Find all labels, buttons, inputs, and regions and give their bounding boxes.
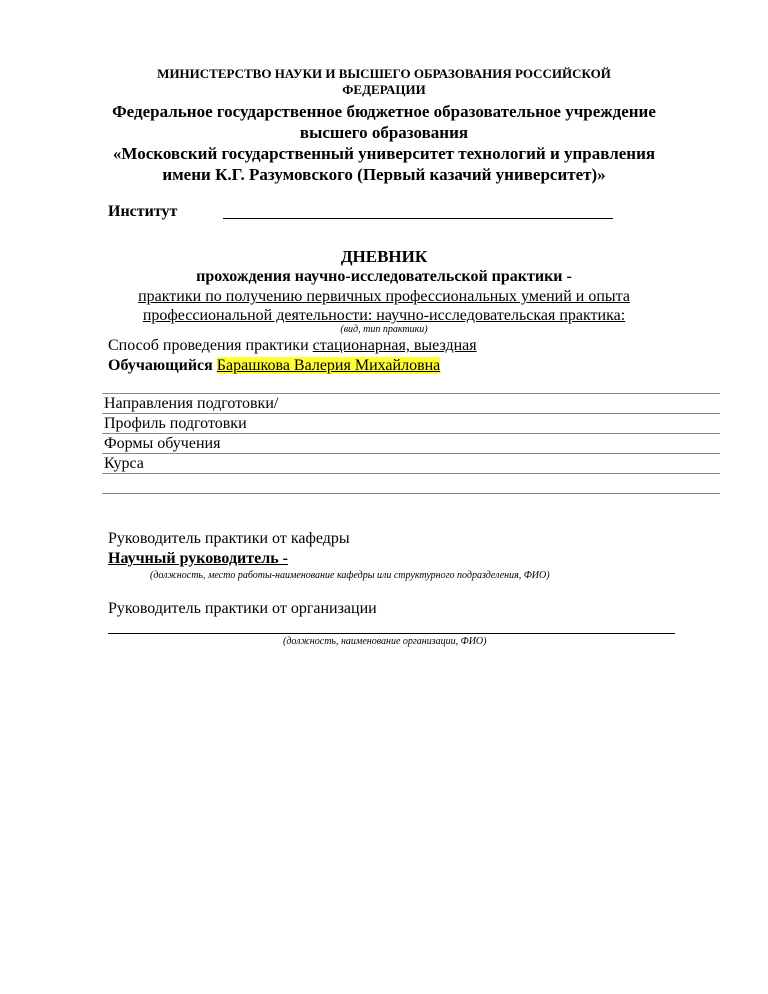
row-profile: Профиль подготовки xyxy=(102,413,720,433)
diary-title: ДНЕВНИК xyxy=(340,247,428,266)
institute-blank-line xyxy=(223,218,613,219)
organization-note: (должность, наименование организации, ФИО) xyxy=(283,636,487,647)
method-value: стационарная, выездная xyxy=(312,337,477,354)
row-empty xyxy=(102,473,720,494)
practice-type xyxy=(0,287,768,325)
institution-line-3: «Московский государственный университет технологий и управления xyxy=(112,144,656,163)
study-info-rows xyxy=(102,393,720,494)
diary-subtitle: прохождения научно-исследовательской практики - xyxy=(196,268,572,285)
method-line xyxy=(108,337,477,355)
institution-header xyxy=(0,101,768,185)
institution-line-2: высшего образования xyxy=(299,123,469,142)
institute-label: Институт xyxy=(108,203,178,220)
method-label: Способ проведения практики xyxy=(108,337,309,354)
organization-head-label: Руководитель практики от организации xyxy=(108,600,377,617)
organization-blank-line xyxy=(108,633,675,634)
ministry-line-2: ФЕДЕРАЦИИ xyxy=(342,82,426,97)
practice-type-note: (вид, тип практики) xyxy=(340,324,428,335)
department-head-label: Руководитель практики от кафедры xyxy=(108,530,350,547)
row-form: Формы обучения xyxy=(102,433,720,453)
student-line xyxy=(108,357,440,375)
student-label: Обучающийся xyxy=(108,357,213,374)
practice-type-line-1: практики по получению первичных профессиональных умений и опыта xyxy=(138,288,630,305)
row-course: Курса xyxy=(102,453,720,473)
institution-line-1: Федеральное государственное бюджетное образовательное учреждение xyxy=(112,102,656,121)
department-note: (должность, место работы-наименование кафедры или структурного подразделения, ФИО) xyxy=(150,570,550,581)
ministry-header xyxy=(0,66,768,98)
practice-type-line-2: профессиональной деятельности: научно-исследовательская практика: xyxy=(142,307,626,324)
student-name: Барашкова Валерия Михайловна xyxy=(216,357,441,374)
scientific-supervisor-label: Научный руководитель - xyxy=(108,550,288,567)
row-direction: Направления подготовки/ xyxy=(102,393,720,413)
institution-line-4: имени К.Г. Разумовского (Первый казачий университет)» xyxy=(162,165,606,184)
ministry-line-1: МИНИСТЕРСТВО НАУКИ И ВЫСШЕГО ОБРАЗОВАНИЯ РОССИЙСКОЙ xyxy=(157,66,611,81)
